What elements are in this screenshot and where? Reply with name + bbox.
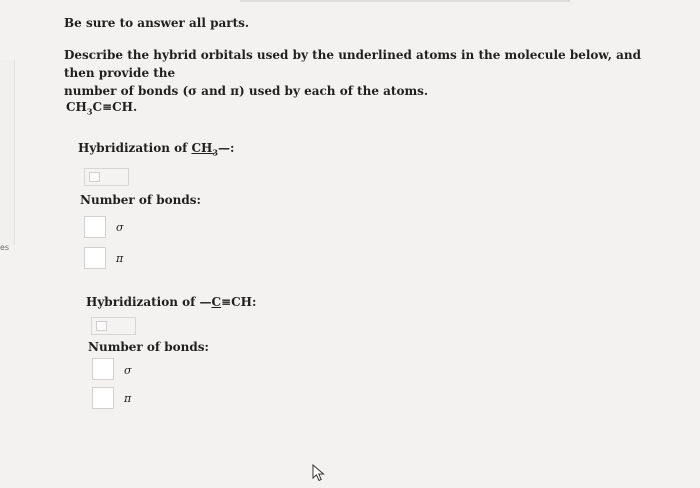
part1-hybridization-dropdown[interactable] bbox=[84, 168, 129, 186]
part1-hybridization-prefix: Hybridization of bbox=[78, 141, 192, 155]
part1-atom-sub: 3 bbox=[212, 147, 218, 158]
part2-hybridization-label bbox=[86, 295, 256, 309]
part2-pi-input[interactable] bbox=[92, 387, 114, 409]
part2-hybridization-dropdown[interactable] bbox=[91, 317, 136, 335]
part2-hybridization-prefix: Hybridization of — bbox=[86, 295, 212, 309]
part1-hybridization-suffix: —: bbox=[217, 141, 235, 155]
part2-sigma-input[interactable] bbox=[92, 358, 114, 380]
left-panel-edge bbox=[0, 60, 15, 245]
part1-sigma-symbol: σ bbox=[116, 221, 124, 234]
part1-underlined-atom bbox=[191, 141, 218, 158]
instruction-text: Be sure to answer all parts. bbox=[64, 16, 250, 30]
mouse-pointer-icon bbox=[312, 464, 326, 482]
part1-sigma-input[interactable] bbox=[84, 216, 106, 238]
part2-hybridization-suffix: ≡CH: bbox=[221, 295, 257, 309]
formula-sub1: 3 bbox=[86, 106, 93, 117]
part1-bonds-label: Number of bonds: bbox=[80, 193, 201, 207]
part1-atom-text: CH bbox=[191, 141, 213, 155]
formula-part2: C≡CH. bbox=[92, 100, 138, 114]
molecule-formula bbox=[66, 100, 137, 116]
part2-bonds-label: Number of bonds: bbox=[88, 340, 209, 354]
formula-part1: CH bbox=[66, 100, 87, 114]
part1-pi-input[interactable] bbox=[84, 247, 106, 269]
dropdown-box-icon bbox=[89, 172, 100, 182]
part2-underlined-atom: C bbox=[211, 295, 222, 309]
question-text bbox=[64, 46, 664, 100]
part2-sigma-symbol: σ bbox=[124, 364, 132, 377]
question-line-2: number of bonds (σ and π) used by each of the atoms. bbox=[64, 84, 429, 98]
left-edge-label: es bbox=[0, 243, 10, 252]
part1-pi-symbol: π bbox=[116, 252, 124, 265]
top-divider bbox=[240, 0, 570, 2]
dropdown-box-icon bbox=[96, 321, 107, 331]
part2-pi-symbol: π bbox=[124, 392, 132, 405]
part1-hybridization-label bbox=[78, 141, 234, 157]
question-line-1: Describe the hybrid orbitals used by the underlined atoms in the molecule below, and then provide the bbox=[64, 48, 642, 80]
